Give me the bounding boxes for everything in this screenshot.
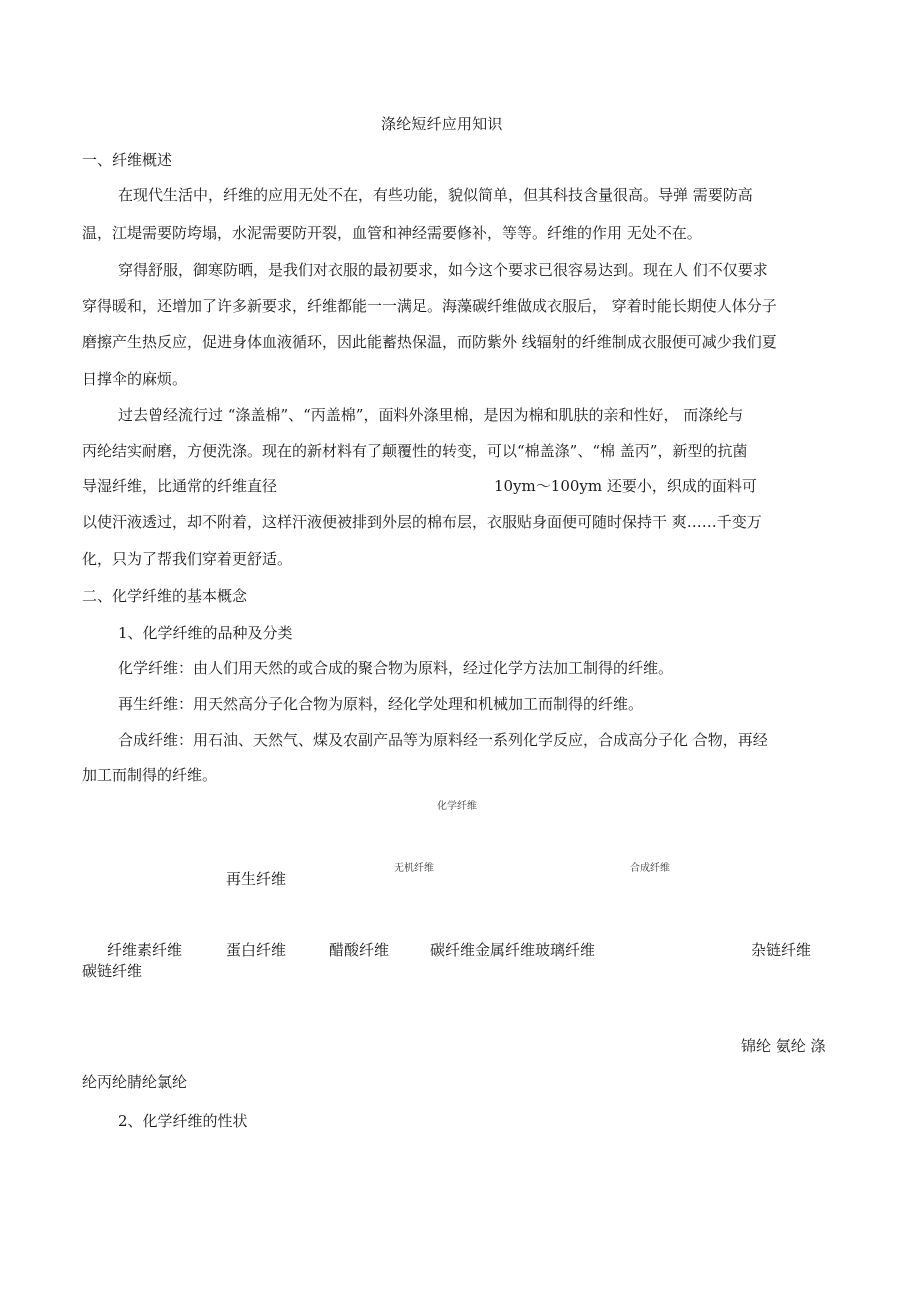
tree-protein-label: 蛋白纤维 bbox=[226, 941, 287, 959]
section2-heading: 二、化学纤维的基本概念 bbox=[82, 587, 248, 605]
section1-heading: 一、纤维概述 bbox=[82, 151, 173, 169]
subsection-heading: 1、化学纤维的品种及分类 bbox=[118, 624, 293, 642]
tree-inorganic-list: 碳纤维金属纤维玻璃纤维 bbox=[430, 941, 596, 959]
tree-synthetic-label: 合成纤维 bbox=[630, 863, 670, 874]
paragraph-line: 在现代生活中，纤维的应用无处不在，有些功能，貌似简单，但其科技含量很高。导弹 需要防高 bbox=[118, 186, 753, 204]
paragraph-line: 化，只为了帮我们穿着更舒适。 bbox=[82, 550, 293, 568]
tree-carbon-items: 纶丙纶腈纶氯纶 bbox=[82, 1073, 188, 1091]
paragraph-line: 以使汗液透过，却不附着，这样汗液便被排到外层的棉布层，衣服贴身面便可随时保持干 爽……千变万 bbox=[82, 513, 762, 531]
definition-line: 合成纤维：用石油、天然气、煤及农副产品等为原料经一系列化学反应，合成高分子化 合物，再经 bbox=[118, 731, 768, 749]
paragraph-line: 穿得舒服，御寒防晒，是我们对衣服的最初要求，如今这个要求已很容易达到。现在人 们不仅要求 bbox=[118, 261, 768, 279]
paragraph-line: 温，江堤需要防垮塌，水泥需要防开裂，血管和神经需要修补，等等。纤维的作用 无处不在。 bbox=[82, 224, 702, 242]
tree-cellulose-label: 纤维素纤维 bbox=[107, 941, 183, 959]
paragraph-line: 日撑伞的麻烦。 bbox=[82, 370, 188, 388]
tree-acetate-label: 醋酸纤维 bbox=[329, 941, 390, 959]
subsection-heading: 2、化学纤维的性状 bbox=[118, 1112, 248, 1130]
paragraph-line: 丙纶结实耐磨，方便洗涤。现在的新材料有了颠覆性的转变，可以“棉盖涤”、“棉 盖丙”，新型的抗菌 bbox=[82, 442, 748, 460]
definition-line: 再生纤维：用天然高分子化合物为原料，经化学处理和机械加工而制得的纤维。 bbox=[118, 695, 644, 713]
paragraph-line: 导湿纤维，比通常的纤维直径 bbox=[82, 477, 278, 495]
tree-carbon-chain-label: 碳链纤维 bbox=[82, 962, 143, 980]
tree-hetero-label: 杂链纤维 bbox=[751, 941, 812, 959]
paragraph-line: 穿得暖和，还增加了许多新要求，纤维都能一一满足。海藻碳纤维做成衣服后， 穿着时能长期使人体分子 bbox=[82, 297, 777, 315]
tree-hetero-items: 锦纶 氨纶 涤 bbox=[741, 1037, 826, 1055]
definition-line: 加工而制得的纤维。 bbox=[82, 766, 218, 784]
paragraph-line: 磨擦产生热反应，促进身体血液循环，因此能蓄热保温，而防紫外 线辐射的纤维制成衣服便可减少我们夏 bbox=[82, 333, 777, 351]
page-title: 涤纶短纤应用知识 bbox=[381, 115, 503, 133]
paragraph-line: 10ym～100ym 还要小，织成的面料可 bbox=[494, 477, 757, 495]
paragraph-line: 过去曾经流行过 “涤盖棉”、“丙盖棉”，面料外涤里棉，是因为棉和肌肤的亲和性好， 而涤纶与 bbox=[118, 406, 744, 424]
tree-root-label: 化学纤维 bbox=[437, 801, 477, 812]
definition-line: 化学纤维：由人们用天然的或合成的聚合物为原料，经过化学方法加工制得的纤维。 bbox=[118, 659, 674, 677]
tree-inorganic-label: 无机纤维 bbox=[394, 863, 434, 874]
tree-regen-label: 再生纤维 bbox=[226, 870, 287, 888]
